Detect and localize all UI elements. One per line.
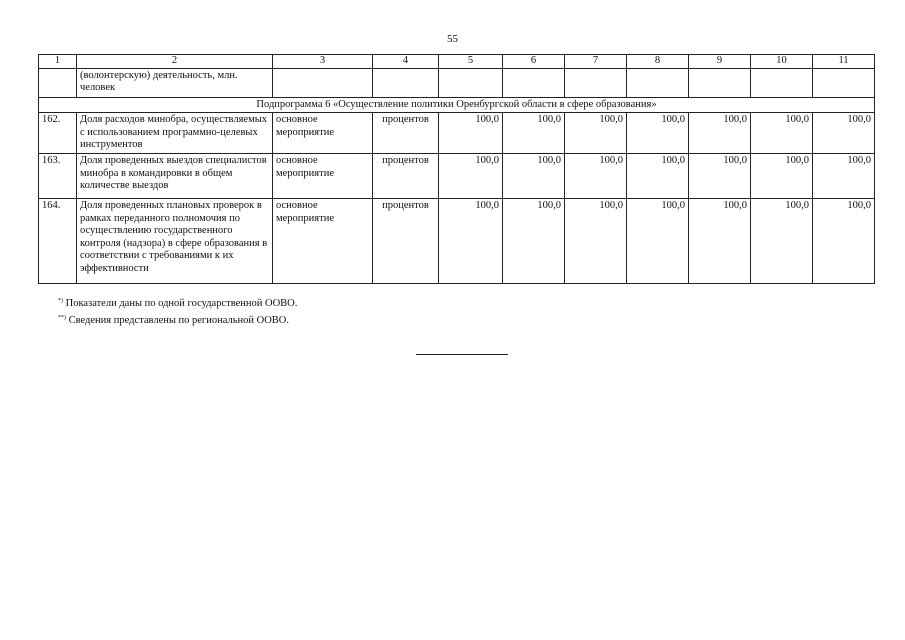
indicator-cell: Доля проведенных плановых проверок в рамках переданного полномочия по осуществлению государственного контроля (надзора) в сфере образования в соответствии с требованиями к их эффективности [77, 199, 273, 284]
footnote [58, 311, 297, 328]
page-number: 55 [447, 33, 458, 45]
type-cell: основное мероприятие [273, 113, 373, 154]
table-row [39, 199, 875, 284]
column-header: 1 [39, 55, 77, 69]
table-cell [503, 68, 565, 97]
value-cell: 100,0 [439, 154, 503, 199]
column-header: 3 [273, 55, 373, 69]
value-cell: 100,0 [565, 113, 627, 154]
table-cell [373, 68, 439, 97]
value-cell: 100,0 [503, 199, 565, 284]
type-cell: основное мероприятие [273, 199, 373, 284]
indicator-cell: (волонтерскую) деятельность, млн. человек [77, 68, 273, 97]
footnote-text: Сведения представлены по региональной ООВО. [68, 315, 290, 326]
value-cell: 100,0 [503, 154, 565, 199]
row-number: 164. [39, 199, 77, 284]
value-cell: 100,0 [751, 154, 813, 199]
indicators-table [38, 54, 875, 284]
value-cell: 100,0 [689, 154, 751, 199]
value-cell: 100,0 [565, 199, 627, 284]
value-cell: 100,0 [439, 199, 503, 284]
value-cell: 100,0 [813, 199, 875, 284]
value-cell: 100,0 [439, 113, 503, 154]
footnote-text: Показатели даны по одной государственной ООВО. [65, 298, 298, 309]
value-cell: 100,0 [689, 199, 751, 284]
table-cell [273, 68, 373, 97]
value-cell: 100,0 [627, 154, 689, 199]
table-cell [813, 68, 875, 97]
footnote-marker: **) [58, 315, 66, 321]
table-cell [689, 68, 751, 97]
indicator-cell: Доля проведенных выездов специалистов минобра в командировки в общем количестве выездов [77, 154, 273, 199]
footnotes [58, 294, 297, 328]
column-header: 10 [751, 55, 813, 69]
value-cell: 100,0 [751, 199, 813, 284]
footnote [58, 294, 297, 311]
table-row [39, 113, 875, 154]
value-cell: 100,0 [689, 113, 751, 154]
value-cell: 100,0 [565, 154, 627, 199]
value-cell: 100,0 [813, 154, 875, 199]
subprogram-title: Подпрограмма 6 «Осуществление политики Оренбургской области в сфере образования» [39, 97, 875, 113]
column-header: 7 [565, 55, 627, 69]
unit-cell: процентов [373, 154, 439, 199]
column-header: 5 [439, 55, 503, 69]
column-header: 6 [503, 55, 565, 69]
unit-cell: процентов [373, 113, 439, 154]
table-cell [627, 68, 689, 97]
value-cell: 100,0 [751, 113, 813, 154]
column-header: 8 [627, 55, 689, 69]
table-row-continuation [39, 68, 875, 97]
column-header: 9 [689, 55, 751, 69]
table-row [39, 154, 875, 199]
type-cell: основное мероприятие [273, 154, 373, 199]
column-header: 11 [813, 55, 875, 69]
table-cell [565, 68, 627, 97]
row-number: 162. [39, 113, 77, 154]
value-cell: 100,0 [503, 113, 565, 154]
column-header: 2 [77, 55, 273, 69]
value-cell: 100,0 [627, 199, 689, 284]
column-header: 4 [373, 55, 439, 69]
table-cell [39, 68, 77, 97]
column-header-row [39, 55, 875, 69]
unit-cell: процентов [373, 199, 439, 284]
row-number: 163. [39, 154, 77, 199]
value-cell: 100,0 [627, 113, 689, 154]
value-cell: 100,0 [813, 113, 875, 154]
subprogram-row [39, 97, 875, 113]
table-cell [439, 68, 503, 97]
end-divider [416, 354, 508, 355]
footnote-marker: *) [58, 298, 63, 304]
table-cell [751, 68, 813, 97]
indicator-cell: Доля расходов минобра, осуществляемых с использованием программно-целевых инструментов [77, 113, 273, 154]
